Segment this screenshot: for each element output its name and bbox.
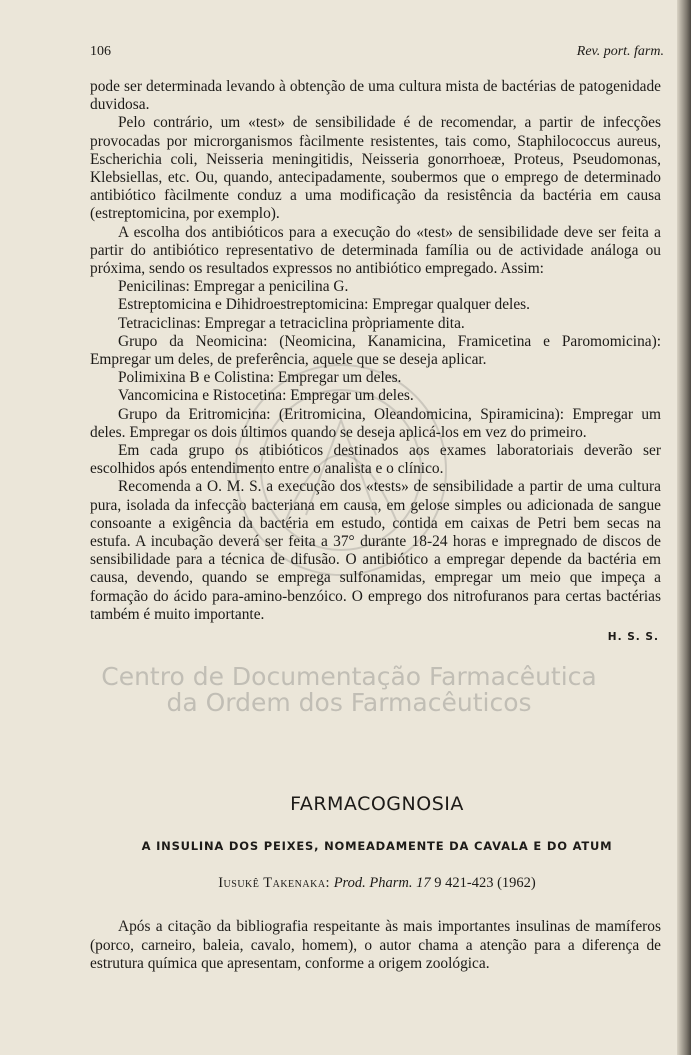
list-item: Estreptomicina e Dihidroestreptomicina: Empregar qualquer deles. [118,296,530,314]
bibliographic-reference [90,875,664,892]
reference-journal: Prod. Pharm. [333,875,413,891]
author-initials: H. S. S. [607,631,659,644]
reference-issue-pages-year: 9 421-423 (1962) [434,875,536,891]
page-header [90,44,664,60]
list-item: Grupo da Eritromicina: (Eritromicina, Oleandomicina, Spiramicina): Empregar um deles. Empregar os dois últimos quando se deseja aplicá-los em vez do primeiro. [90,405,661,441]
reference-author: Iusukê Takenaka: [218,875,331,891]
paragraph: A escolha dos antibióticos para a execução do «test» de sensibilidade deve ser feita a partir do antibiótico representativo de determinada família ou de actividade análoga ou próxima, sendo os resultados expressos no antibiótico empregado. Assim: [90,223,661,278]
article-title: A INSULINA DOS PEIXES, NOMEADAMENTE DA CAVALA E DO ATUM [141,839,613,853]
section-title: FARMACOGNOSIA [290,793,464,815]
paragraph: Pelo contrário, um «test» de sensibilidade é de recomendar, a partir de infecções provocadas por microrganismos fàcilmente resistentes, tais como, Staphilococcus aureus, Escherichia coli, Neisseria meningitidis, Neisseria gonorrhoeæ, Proteus, Pseudomonas, Klebsiellas, etc. Ou, quando, antecipadamente, soubermos que o emprego de determinado antibiótico fàcilmente conduz a uma modificação da resistência da bactéria em causa (estreptomicina, por exemplo). [90,114,661,223]
list-item: Vancomicina e Ristocetina: Empregar um deles. [118,387,414,405]
article-body [90,78,661,646]
running-journal-title: Rev. port. farm. [576,44,664,59]
list-item: Polimixina B e Colistina: Empregar um deles. [118,369,402,387]
watermark-line: Centro de Documentação Farmacêutica [101,662,597,691]
page-number: 106 [90,44,111,59]
archive-watermark [44,664,654,716]
list-item: Penicilinas: Empregar a penicilina G. [118,278,349,296]
list-item: Tetraciclinas: Empregar a tetraciclina pròpriamente dita. [118,314,465,332]
paragraph: pode ser determinada levando à obtenção de uma cultura mista de bactérias de patogenidade duvidosa. [90,78,661,114]
book-spine-shadow [677,0,691,1055]
paragraph: Recomenda a O. M. S. a execução dos «tests» de sensibilidade a partir de uma cultura pura, isolada da infecção bacteriana em causa, em gelose simples ou adicionada de sangue consoante a exigência da bactéria em estudo, contida em caixas de Petri bem secas na estufa. A incubação deverá ser feita a 37° durante 18-24 horas e impregnado de discos de sensibilidade para a técnica de difusão. O antibiótico a empregar depende da bactéria em causa, devendo, quando se emprega sulfonamidas, empregar um meio que impeça a formação do ácido para-amino-benzóico. O emprego dos nitrofuranos para certas bactérias também é muito importante. [90,478,661,623]
paragraph: Em cada grupo os atibióticos destinados aos exames laboratoriais deverão ser escolhidos após entendimento entre o analista e o clínico. [90,442,661,478]
list-item: Grupo da Neomicina: (Neomicina, Kanamicina, Framicetina e Paromomicina): Empregar um deles, de preferência, aquele que se deseja aplicar. [90,332,661,369]
reference-volume: 17 [416,875,431,891]
watermark-line: da Ordem dos Farmacêuticos [166,688,532,717]
abstract-paragraph: Após a citação da bibliografia respeitante às mais importantes insulinas de mamíferos (porco, carneiro, baleia, cavalo, homem), o autor chama a atenção para a diferença de estrutura química que apresentam, conforme a origem zoológica. [90,918,661,972]
